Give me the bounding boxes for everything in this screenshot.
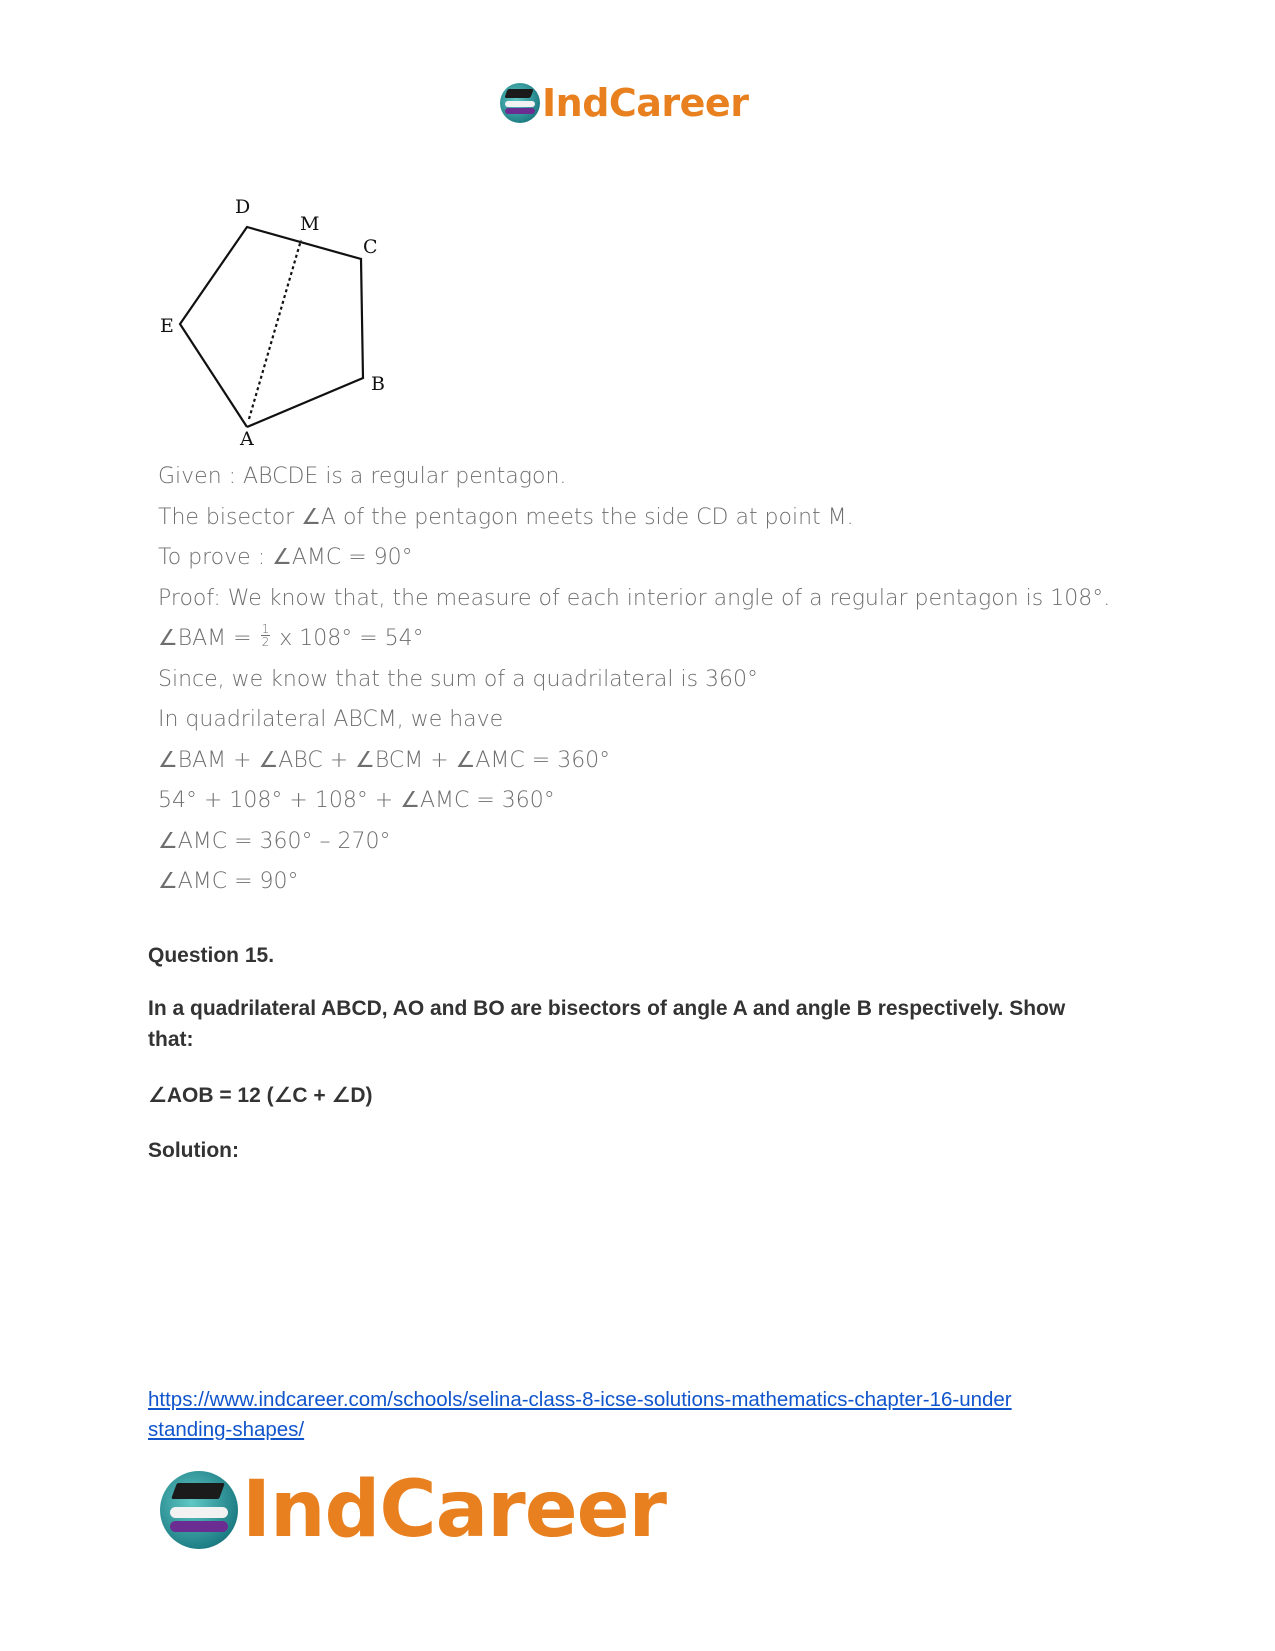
bam-suffix: x 108° = 54°	[279, 626, 424, 651]
label-m: M	[300, 213, 320, 235]
label-d: D	[235, 196, 251, 218]
fraction-numerator: 1	[261, 621, 270, 636]
bam-line	[158, 619, 1118, 660]
solution-line: Given : ABCDE is a regular pentagon.	[158, 464, 567, 489]
graduation-cap-icon	[500, 83, 540, 123]
solution-line: 54° + 108° + 108° + ∠AMC = 360°	[158, 788, 555, 813]
indcareer-logo-top	[500, 78, 748, 128]
label-b: B	[371, 373, 385, 395]
source-link-line2[interactable]: standing-shapes/	[148, 1418, 305, 1441]
question-title: Question 15.	[148, 944, 275, 967]
logo-text: IndCareer	[542, 81, 749, 125]
graduation-cap-icon	[160, 1471, 238, 1549]
pentagon-figure	[155, 175, 415, 445]
question-formula: ∠AOB = 12 (∠C + ∠D)	[148, 1084, 373, 1107]
source-link[interactable]	[148, 1385, 1108, 1445]
label-a: A	[240, 428, 254, 445]
solution-line: The bisector ∠A of the pentagon meets the side CD at point M.	[158, 504, 854, 530]
pentagon-outline	[180, 227, 363, 427]
question-text: In a quadrilateral ABCD, AO and BO are bisectors of angle A and angle B respectively. Show that:	[148, 997, 1066, 1051]
bisector-am	[249, 240, 301, 419]
bam-prefix: ∠BAM =	[158, 626, 252, 651]
solution-line: To prove : ∠AMC = 90°	[158, 545, 413, 570]
half-fraction	[261, 623, 271, 648]
pentagon-solution	[158, 457, 1118, 903]
logo-text: IndCareer	[242, 1465, 666, 1555]
fraction-denominator: 2	[261, 634, 270, 649]
solution-line: Since, we know that the sum of a quadrilateral is 360°	[158, 666, 759, 692]
solution-line: ∠BAM + ∠ABC + ∠BCM + ∠AMC = 360°	[158, 747, 611, 773]
solution-line: ∠AMC = 360° – 270°	[158, 828, 391, 854]
source-link-line1[interactable]: https://www.indcareer.com/schools/selina-class-8-icse-solutions-mathematics-chapter-16-under	[148, 1388, 1012, 1411]
solution-label: Solution:	[148, 1139, 239, 1162]
label-e: E	[160, 315, 174, 337]
solution-line: Proof: We know that, the measure of each interior angle of a regular pentagon is 108°.	[158, 585, 1111, 611]
solution-line: ∠AMC = 90°	[158, 869, 299, 894]
indcareer-logo-bottom	[160, 1465, 666, 1555]
label-c: C	[363, 236, 378, 258]
solution-line: In quadrilateral ABCM, we have	[158, 707, 504, 732]
